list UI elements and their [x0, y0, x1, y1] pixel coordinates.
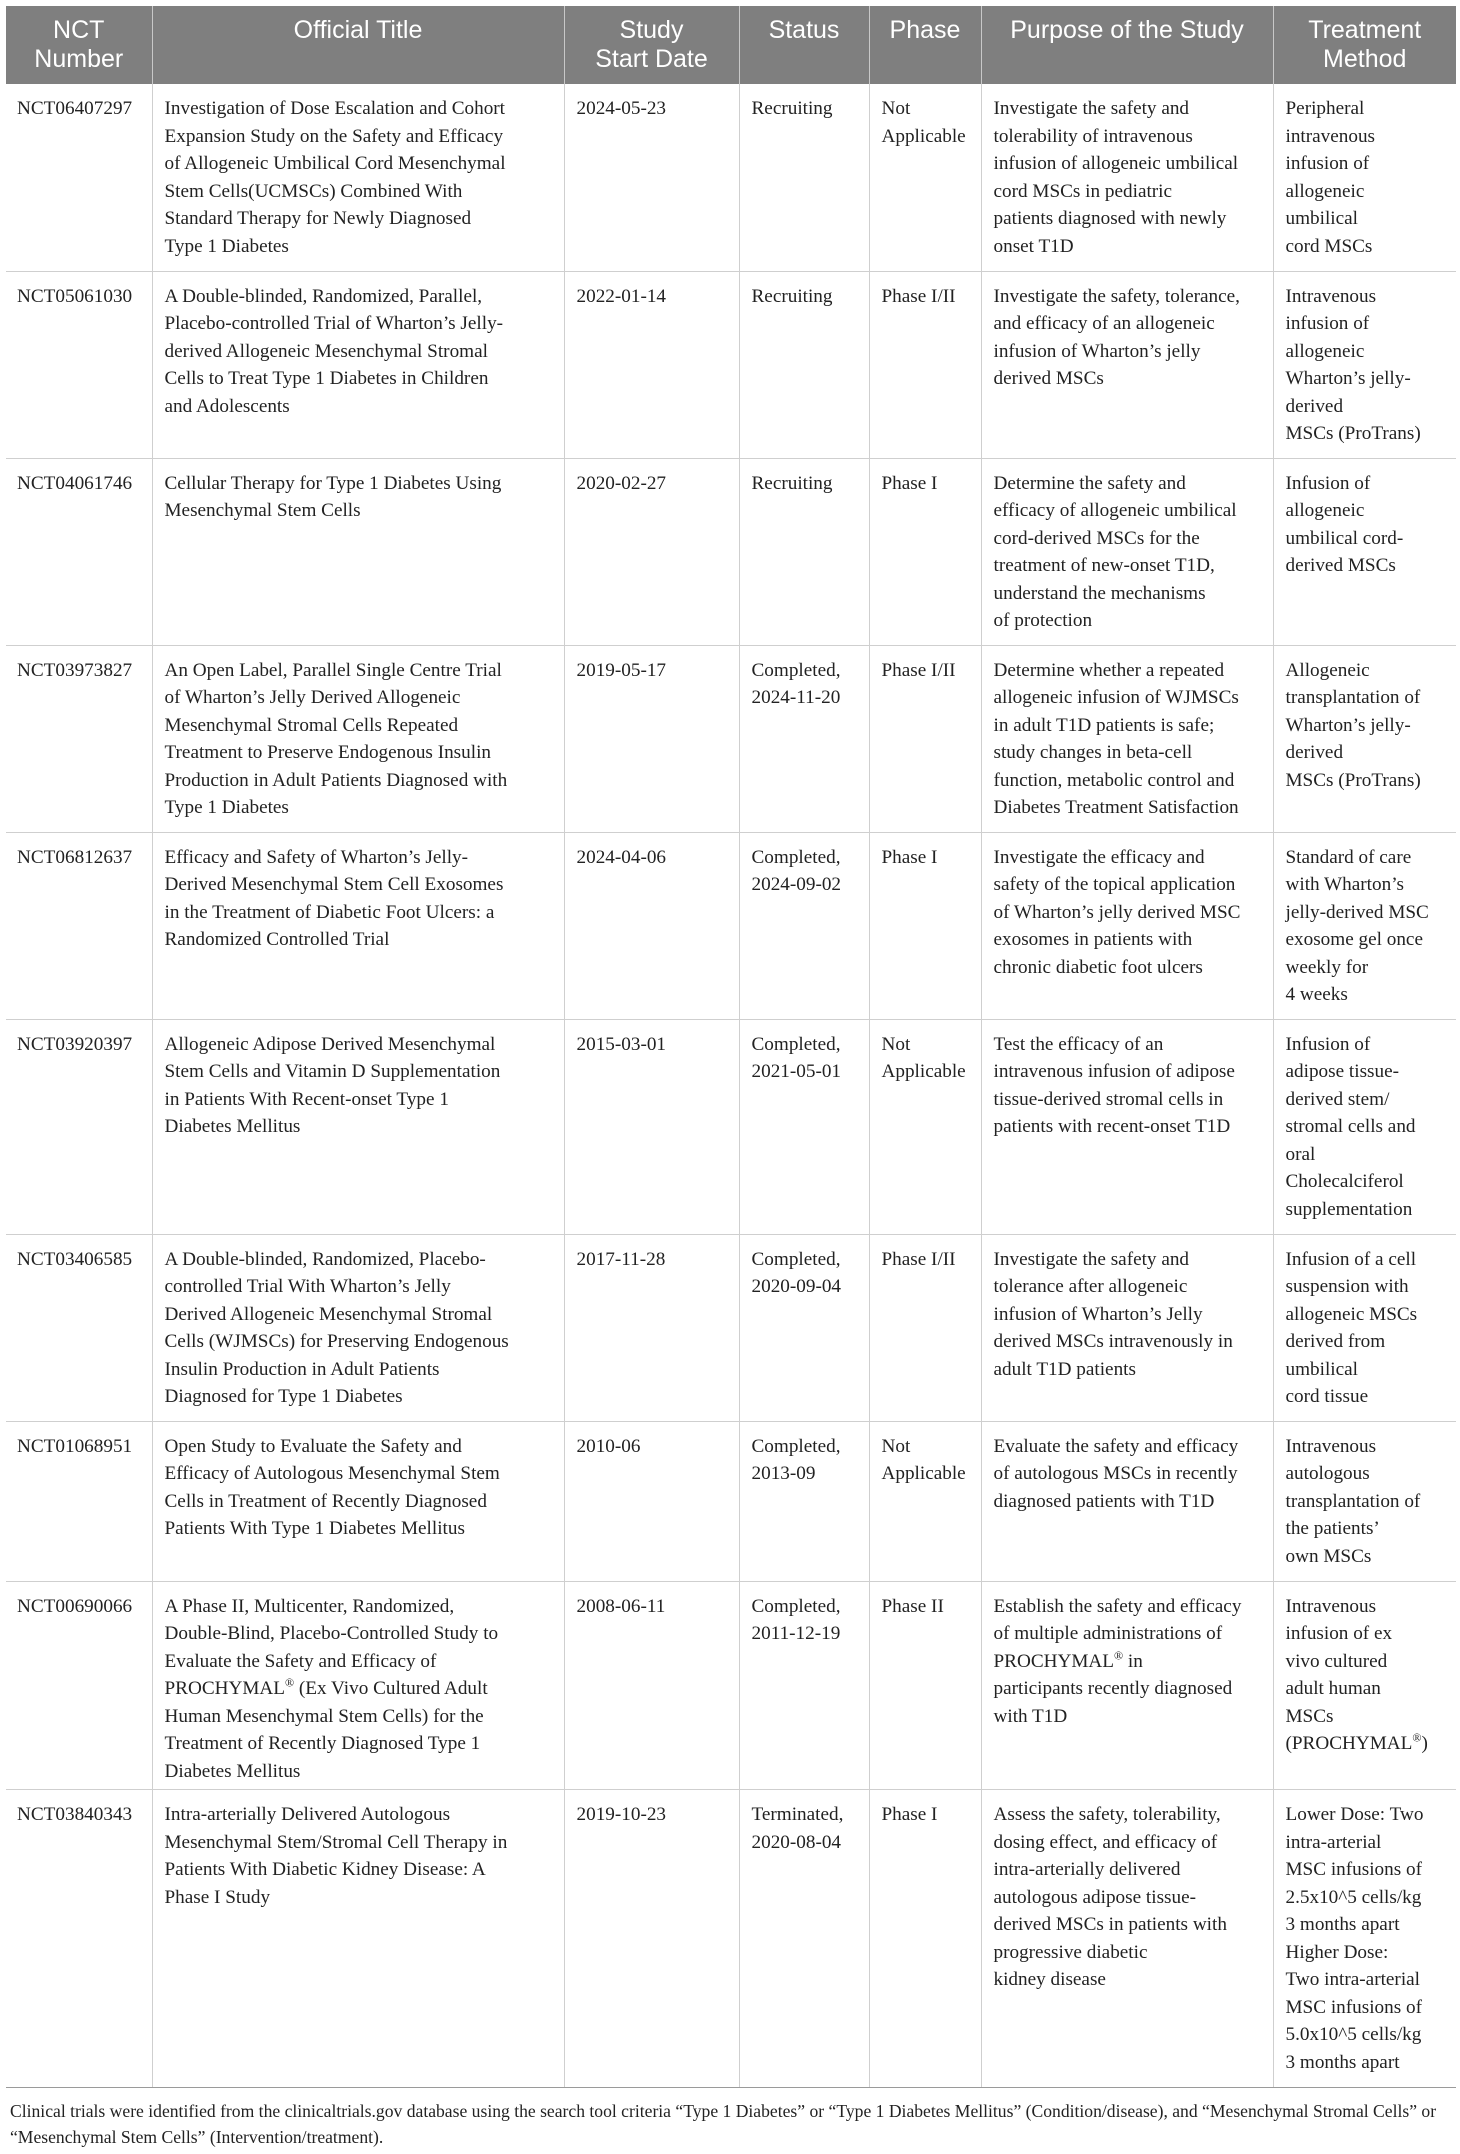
header-nct-number: NCT Number: [6, 6, 152, 84]
table-row: [6, 645, 1456, 832]
cell-official-title: Open Study to Evaluate the Safety and Efficacy of Autologous Mesenchymal Stem Cells in Treatment of Recently Diagnosed Patients With Type 1 Diabetes Mellitus: [152, 1421, 564, 1581]
cell-status: Completed, 2013-09: [739, 1421, 869, 1581]
trials-table-container: [6, 6, 1456, 2150]
cell-purpose: Determine whether a repeated allogeneic infusion of WJMSCs in adult T1D patients is safe; study changes in beta-cell function, metabolic control and Diabetes Treatment Satisfaction: [981, 645, 1273, 832]
cell-start-date: 2008-06-11: [564, 1581, 739, 1790]
cell-nct-number: NCT03840343: [6, 1790, 152, 2088]
table-row: [6, 1581, 1456, 1790]
cell-start-date: 2024-04-06: [564, 832, 739, 1019]
cell-nct-number: NCT05061030: [6, 271, 152, 458]
table-row: [6, 1421, 1456, 1581]
cell-nct-number: NCT06812637: [6, 832, 152, 1019]
table-row: [6, 832, 1456, 1019]
cell-status: Recruiting: [739, 271, 869, 458]
header-official-title: Official Title: [152, 6, 564, 84]
header-row: [6, 6, 1456, 84]
cell-nct-number: NCT04061746: [6, 458, 152, 645]
cell-purpose: Test the efficacy of an intravenous infusion of adipose tissue-derived stromal cells in patients with recent-onset T1D: [981, 1019, 1273, 1234]
cell-status: Completed, 2011-12-19: [739, 1581, 869, 1790]
cell-treatment-method: Infusion of allogeneic umbilical cord- derived MSCs: [1273, 458, 1456, 645]
cell-purpose: Determine the safety and efficacy of allogeneic umbilical cord-derived MSCs for the treatment of new-onset T1D, understand the mechanisms of protection: [981, 458, 1273, 645]
cell-status: Recruiting: [739, 84, 869, 271]
registered-mark: ®: [1412, 1730, 1422, 1745]
cell-official-title: A Double-blinded, Randomized, Parallel, Placebo-controlled Trial of Wharton’s Jelly- derived Allogeneic Mesenchymal Stromal Cells to Treat Type 1 Diabetes in Children and Adolescents: [152, 271, 564, 458]
cell-official-title: Efficacy and Safety of Wharton’s Jelly- Derived Mesenchymal Stem Cell Exosomes in the Treatment of Diabetic Foot Ulcers: a Randomized Controlled Trial: [152, 832, 564, 1019]
header-treatment-method: Treatment Method: [1273, 6, 1456, 84]
cell-nct-number: NCT01068951: [6, 1421, 152, 1581]
cell-official-title: A Double-blinded, Randomized, Placebo- controlled Trial With Wharton’s Jelly Derived Allogeneic Mesenchymal Stromal Cells (WJMSCs) for Preserving Endogenous Insulin Production in Adult Patients Diagnosed for Type 1 Diabetes: [152, 1234, 564, 1421]
table-row: [6, 84, 1456, 271]
cell-treatment-method: Infusion of a cell suspension with allogeneic MSCs derived from umbilical cord tissue: [1273, 1234, 1456, 1421]
header-phase: Phase: [869, 6, 981, 84]
cell-treatment-method: Standard of care with Wharton’s jelly-derived MSC exosome gel once weekly for 4 weeks: [1273, 832, 1456, 1019]
cell-treatment-method: Peripheral intravenous infusion of allogeneic umbilical cord MSCs: [1273, 84, 1456, 271]
cell-start-date: 2022-01-14: [564, 271, 739, 458]
cell-treatment-method: Intravenous infusion of ex vivo cultured adult human MSCs (PROCHYMAL®): [1273, 1581, 1456, 1790]
cell-phase: Phase I: [869, 832, 981, 1019]
cell-phase: Not Applicable: [869, 1421, 981, 1581]
cell-official-title: An Open Label, Parallel Single Centre Trial of Wharton’s Jelly Derived Allogeneic Mesenchymal Stromal Cells Repeated Treatment to Preserve Endogenous Insulin Production in Adult Patients Diagnosed with Type 1 Diabetes: [152, 645, 564, 832]
cell-treatment-method: Intravenous autologous transplantation of the patients’ own MSCs: [1273, 1421, 1456, 1581]
table-footnote: Clinical trials were identified from the clinicaltrials.gov database using the search tool criteria “Type 1 Diabetes” or “Type 1 Diabetes Mellitus” (Condition/disease), and “Mesenchymal Stromal Cells” or “Mesenchymal Stem Cells” (Intervention/treatment).: [10, 2101, 1437, 2147]
table-row: [6, 1019, 1456, 1234]
cell-nct-number: NCT03920397: [6, 1019, 152, 1234]
cell-start-date: 2010-06: [564, 1421, 739, 1581]
cell-purpose: Investigate the efficacy and safety of the topical application of Wharton’s jelly derived MSC exosomes in patients with chronic diabetic foot ulcers: [981, 832, 1273, 1019]
cell-treatment-method: Lower Dose: Two intra-arterial MSC infusions of 2.5x10^5 cells/kg 3 months apart Higher Dose: Two intra-arterial MSC infusions of 5.0x10^5 cells/kg 3 months apart: [1273, 1790, 1456, 2088]
cell-official-title: A Phase II, Multicenter, Randomized, Double-Blind, Placebo-Controlled Study to Evaluate the Safety and Efficacy of PROCHYMAL® (Ex Vivo Cultured Adult Human Mesenchymal Stem Cells) for the Treatment of Recently Diagnosed Type 1 Diabetes Mellitus: [152, 1581, 564, 1790]
cell-status: Completed, 2021-05-01: [739, 1019, 869, 1234]
clinical-trials-table: [6, 6, 1456, 2088]
cell-nct-number: NCT00690066: [6, 1581, 152, 1790]
cell-treatment-method: Allogeneic transplantation of Wharton’s jelly- derived MSCs (ProTrans): [1273, 645, 1456, 832]
cell-purpose: Investigate the safety, tolerance, and efficacy of an allogeneic infusion of Wharton’s jelly derived MSCs: [981, 271, 1273, 458]
cell-official-title: Allogeneic Adipose Derived Mesenchymal Stem Cells and Vitamin D Supplementation in Patients With Recent-onset Type 1 Diabetes Mellitus: [152, 1019, 564, 1234]
cell-purpose: Assess the safety, tolerability, dosing effect, and efficacy of intra-arterially delivered autologous adipose tissue- derived MSCs in patients with progressive diabetic kidney disease: [981, 1790, 1273, 2088]
cell-nct-number: NCT06407297: [6, 84, 152, 271]
cell-purpose: Evaluate the safety and efficacy of autologous MSCs in recently diagnosed patients with T1D: [981, 1421, 1273, 1581]
cell-official-title: Cellular Therapy for Type 1 Diabetes Using Mesenchymal Stem Cells: [152, 458, 564, 645]
cell-phase: Phase II: [869, 1581, 981, 1790]
cell-phase: Phase I: [869, 1790, 981, 2088]
cell-start-date: 2015-03-01: [564, 1019, 739, 1234]
registered-mark: ®: [1113, 1648, 1124, 1663]
cell-purpose: Investigate the safety and tolerability of intravenous infusion of allogeneic umbilical cord MSCs in pediatric patients diagnosed with newly onset T1D: [981, 84, 1273, 271]
cell-phase: Not Applicable: [869, 84, 981, 271]
table-row: [6, 271, 1456, 458]
cell-status: Terminated, 2020-08-04: [739, 1790, 869, 2088]
registered-mark: ®: [284, 1675, 295, 1690]
cell-phase: Phase I: [869, 458, 981, 645]
cell-phase: Not Applicable: [869, 1019, 981, 1234]
cell-status: Completed, 2024-09-02: [739, 832, 869, 1019]
cell-official-title: Investigation of Dose Escalation and Cohort Expansion Study on the Safety and Efficacy of Allogeneic Umbilical Cord Mesenchymal Stem Cells(UCMSCs) Combined With Standard Therapy for Newly Diagnosed Type 1 Diabetes: [152, 84, 564, 271]
cell-start-date: 2024-05-23: [564, 84, 739, 271]
cell-nct-number: NCT03406585: [6, 1234, 152, 1421]
cell-start-date: 2020-02-27: [564, 458, 739, 645]
cell-purpose: Investigate the safety and tolerance after allogeneic infusion of Wharton’s Jelly derived MSCs intravenously in adult T1D patients: [981, 1234, 1273, 1421]
cell-status: Completed, 2024-11-20: [739, 645, 869, 832]
cell-phase: Phase I/II: [869, 271, 981, 458]
cell-status: Recruiting: [739, 458, 869, 645]
cell-nct-number: NCT03973827: [6, 645, 152, 832]
header-study-start-date: Study Start Date: [564, 6, 739, 84]
cell-official-title: Intra-arterially Delivered Autologous Mesenchymal Stem/Stromal Cell Therapy in Patients With Diabetic Kidney Disease: A Phase I Study: [152, 1790, 564, 2088]
cell-treatment-method: Intravenous infusion of allogeneic Wharton’s jelly- derived MSCs (ProTrans): [1273, 271, 1456, 458]
header-purpose: Purpose of the Study: [981, 6, 1273, 84]
table-body: [6, 84, 1456, 2088]
cell-start-date: 2017-11-28: [564, 1234, 739, 1421]
cell-purpose: Establish the safety and efficacy of multiple administrations of PROCHYMAL® in participants recently diagnosed with T1D: [981, 1581, 1273, 1790]
table-row: [6, 1234, 1456, 1421]
cell-status: Completed, 2020-09-04: [739, 1234, 869, 1421]
cell-start-date: 2019-05-17: [564, 645, 739, 832]
cell-phase: Phase I/II: [869, 1234, 981, 1421]
table-row: [6, 458, 1456, 645]
table-row: [6, 1790, 1456, 2088]
cell-treatment-method: Infusion of adipose tissue- derived stem/ stromal cells and oral Cholecalciferol supplementation: [1273, 1019, 1456, 1234]
header-status: Status: [739, 6, 869, 84]
cell-phase: Phase I/II: [869, 645, 981, 832]
table-header: [6, 6, 1456, 84]
cell-start-date: 2019-10-23: [564, 1790, 739, 2088]
